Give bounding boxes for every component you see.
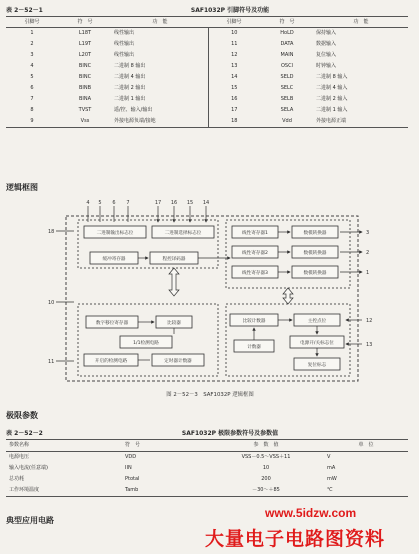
- section-heading-limits: 极限参数: [6, 411, 38, 420]
- table-row: [6, 61, 408, 72]
- param-unit: V: [327, 454, 331, 460]
- block-label: 1/1检测电路: [133, 341, 159, 346]
- pin-function: 复位输入: [316, 52, 337, 58]
- table-row: [6, 463, 408, 474]
- pin-label: 18: [48, 229, 55, 235]
- pin-number: 1: [30, 30, 34, 36]
- limits-table: [6, 439, 408, 497]
- top-pins: [86, 200, 209, 206]
- block-label: 程控译码器: [162, 257, 186, 262]
- pin-number: 6: [30, 85, 34, 91]
- table-header-row: [6, 440, 408, 452]
- pin-number: 13: [208, 61, 260, 72]
- pin-label: 1: [366, 270, 370, 276]
- pin-symbol: SELC: [280, 85, 294, 91]
- pin-label: 7: [126, 200, 130, 206]
- param-value: －30～＋85: [208, 485, 324, 497]
- pin-label: 14: [202, 200, 210, 206]
- pin-symbol: SELA: [280, 107, 294, 113]
- param-symbol: IIN: [125, 465, 132, 471]
- pin-number: 17: [208, 105, 260, 116]
- param-unit: ℃: [324, 485, 408, 497]
- pin-function: 遥/控、输入/输出: [114, 107, 153, 113]
- pin-label: 3: [366, 230, 370, 236]
- pin-symbol: MAIN: [280, 52, 294, 58]
- block-label: 缓冲寄存器: [102, 257, 126, 262]
- pin-function: 保持输入: [316, 30, 337, 36]
- pin-symbol: L19T: [78, 41, 92, 47]
- block-label: 二进制输出标志位: [96, 231, 134, 236]
- table-row: [6, 485, 408, 497]
- pin-number: 16: [208, 94, 260, 105]
- param-value: 10: [262, 465, 270, 471]
- block-label: 线性寄存器1: [242, 231, 268, 236]
- block-label: 数模转换器: [303, 271, 327, 276]
- pin-symbol: BINA: [78, 96, 92, 102]
- pin-function: 二进制 8 输出: [114, 63, 146, 69]
- col-value: 参 数 值: [208, 440, 324, 452]
- pin-label: 15: [186, 200, 194, 206]
- block-label: 数模转换器: [303, 251, 327, 256]
- watermark-url: www.5idzw.com: [265, 506, 357, 520]
- pin-number: 8: [30, 107, 34, 113]
- pin-number: 9: [6, 116, 58, 128]
- col-symbol: 符 号: [122, 440, 208, 452]
- table-row: [6, 94, 408, 105]
- param-name: 工作环境温度: [6, 485, 122, 497]
- pin-symbol: BINC: [78, 63, 92, 69]
- pin-number: 3: [30, 52, 34, 58]
- pin-function: 外接电源负端/接地: [112, 116, 208, 128]
- pin-function: 二进制 2 输出: [114, 85, 146, 91]
- param-name: 总功耗: [9, 476, 25, 482]
- bus-arrow: [283, 288, 293, 304]
- pin-label: 5: [98, 200, 102, 206]
- diagram-caption: 图 2－52－3 SAF1032P 逻辑框图: [166, 392, 254, 398]
- pin-function-table: [6, 16, 408, 128]
- block-label: 开启的检测电路: [94, 359, 128, 364]
- table2-caption: 表 2－52－2: [6, 430, 43, 437]
- param-value: 200: [261, 476, 271, 482]
- pin-label: 2: [366, 250, 370, 256]
- col-function: 功 能: [314, 17, 408, 28]
- table-row: [6, 28, 408, 40]
- block-label: 数字移位寄存器: [95, 321, 129, 326]
- table-row: [6, 105, 408, 116]
- pin-function: 二进制 8 输入: [316, 74, 348, 80]
- pin-number: 4: [30, 63, 34, 69]
- param-unit: mA: [327, 465, 336, 471]
- bus-arrow: [169, 268, 179, 296]
- block-label: 定时器计数器: [164, 359, 192, 364]
- col-symbol: 符 号: [58, 17, 112, 28]
- block-label: 复位标志: [307, 363, 327, 368]
- param-value: VSS－0.5～VSS＋11: [241, 454, 291, 460]
- pin-label: 16: [170, 200, 178, 206]
- pin-number: 15: [208, 83, 260, 94]
- pin-function: 外接电源正端: [314, 116, 408, 128]
- param-symbol: Ptotal: [125, 476, 140, 482]
- table1-caption: 表 2－52－1: [6, 7, 43, 14]
- pin-number: 14: [208, 72, 260, 83]
- param-unit: mW: [327, 476, 337, 482]
- pin-symbol: HoLD: [280, 30, 294, 36]
- pin-function: 时钟输入: [316, 63, 337, 69]
- block-label: 线性寄存器3: [242, 271, 268, 276]
- pin-number: 5: [30, 74, 34, 80]
- pin-symbol: BINB: [78, 85, 92, 91]
- col-param: 参数名称: [6, 440, 122, 452]
- pin-symbol: Vss: [58, 116, 112, 128]
- col-symbol: 符 号: [260, 17, 314, 28]
- param-name: 输入电流(任意端): [9, 465, 48, 471]
- pin-number: 2: [30, 41, 34, 47]
- pin-symbol: L20T: [78, 52, 92, 58]
- col-pin: 引脚号: [6, 17, 58, 28]
- pin-symbol: BINC: [78, 74, 92, 80]
- pin-number: 12: [208, 50, 260, 61]
- pin-function: 线性输出: [114, 41, 135, 47]
- logic-block-diagram: [40, 196, 380, 400]
- block-label: 二进制选择标志位: [164, 231, 202, 236]
- pin-function: 数据输入: [316, 41, 337, 47]
- pin-number: 11: [208, 39, 260, 50]
- table-row: [6, 452, 408, 464]
- table-row: [6, 474, 408, 485]
- param-symbol: Tamb: [122, 485, 208, 497]
- pin-function: 二进制 1 输入: [316, 107, 348, 113]
- table2-title: SAF1032P 极限参数符号及参数值: [181, 430, 279, 437]
- col-unit: 单 位: [324, 440, 408, 452]
- pin-label: 11: [48, 359, 55, 365]
- watermark-title: 大量电子电路图资料: [205, 528, 386, 550]
- block-label: 主控点位: [307, 319, 327, 324]
- pin-number: 18: [208, 116, 260, 128]
- table-row: [6, 83, 408, 94]
- pin-label: 4: [86, 200, 90, 206]
- pin-label: 10: [48, 300, 55, 306]
- pin-symbol: OSCl: [281, 63, 293, 69]
- col-function: 功 能: [112, 17, 208, 28]
- table-header-row: [6, 17, 408, 28]
- section-heading-application: 典型应用电路: [6, 516, 54, 525]
- block-label: 比较器: [167, 321, 181, 326]
- pin-label: 13: [366, 342, 373, 348]
- pin-symbol: DATA: [280, 41, 294, 47]
- pin-symbol: TVST: [78, 107, 92, 113]
- pin-label: 12: [366, 318, 373, 324]
- pin-function: 二进制 4 输入: [316, 85, 348, 91]
- table-row: [6, 72, 408, 83]
- pin-function: 二进制 1 输出: [114, 96, 146, 102]
- pin-function: 线性输出: [114, 52, 135, 58]
- table-row: [6, 116, 408, 128]
- pin-function: 二进制 4 输出: [114, 74, 146, 80]
- table-row: [6, 50, 408, 61]
- pin-symbol: SELB: [280, 96, 294, 102]
- table-row: [6, 39, 408, 50]
- pin-label: 6: [112, 200, 116, 206]
- block-label: 计数器: [247, 345, 261, 350]
- col-pin: 引脚号: [208, 17, 260, 28]
- param-symbol: VDD: [125, 454, 137, 460]
- pin-label: 17: [154, 200, 162, 206]
- table1-title: SAF1032P 引脚符号及功能: [190, 7, 270, 14]
- pin-symbol: SELD: [280, 74, 294, 80]
- pin-number: 7: [30, 96, 34, 102]
- pin-symbol: Vdd: [260, 116, 314, 128]
- pin-function: 二进制 2 输入: [316, 96, 348, 102]
- pin-number: 10: [208, 28, 260, 40]
- param-name: 电源电压: [9, 454, 30, 460]
- pin-function: 线性输出: [114, 30, 135, 36]
- block-label: 数模转换器: [303, 231, 327, 236]
- block-label: 比较计数器: [242, 319, 266, 324]
- block-label: 电源开/关标志位: [300, 341, 334, 346]
- section-heading-block-diagram: 逻辑框图: [6, 183, 38, 192]
- block-label: 线性寄存器2: [242, 251, 268, 256]
- pin-symbol: L18T: [78, 30, 92, 36]
